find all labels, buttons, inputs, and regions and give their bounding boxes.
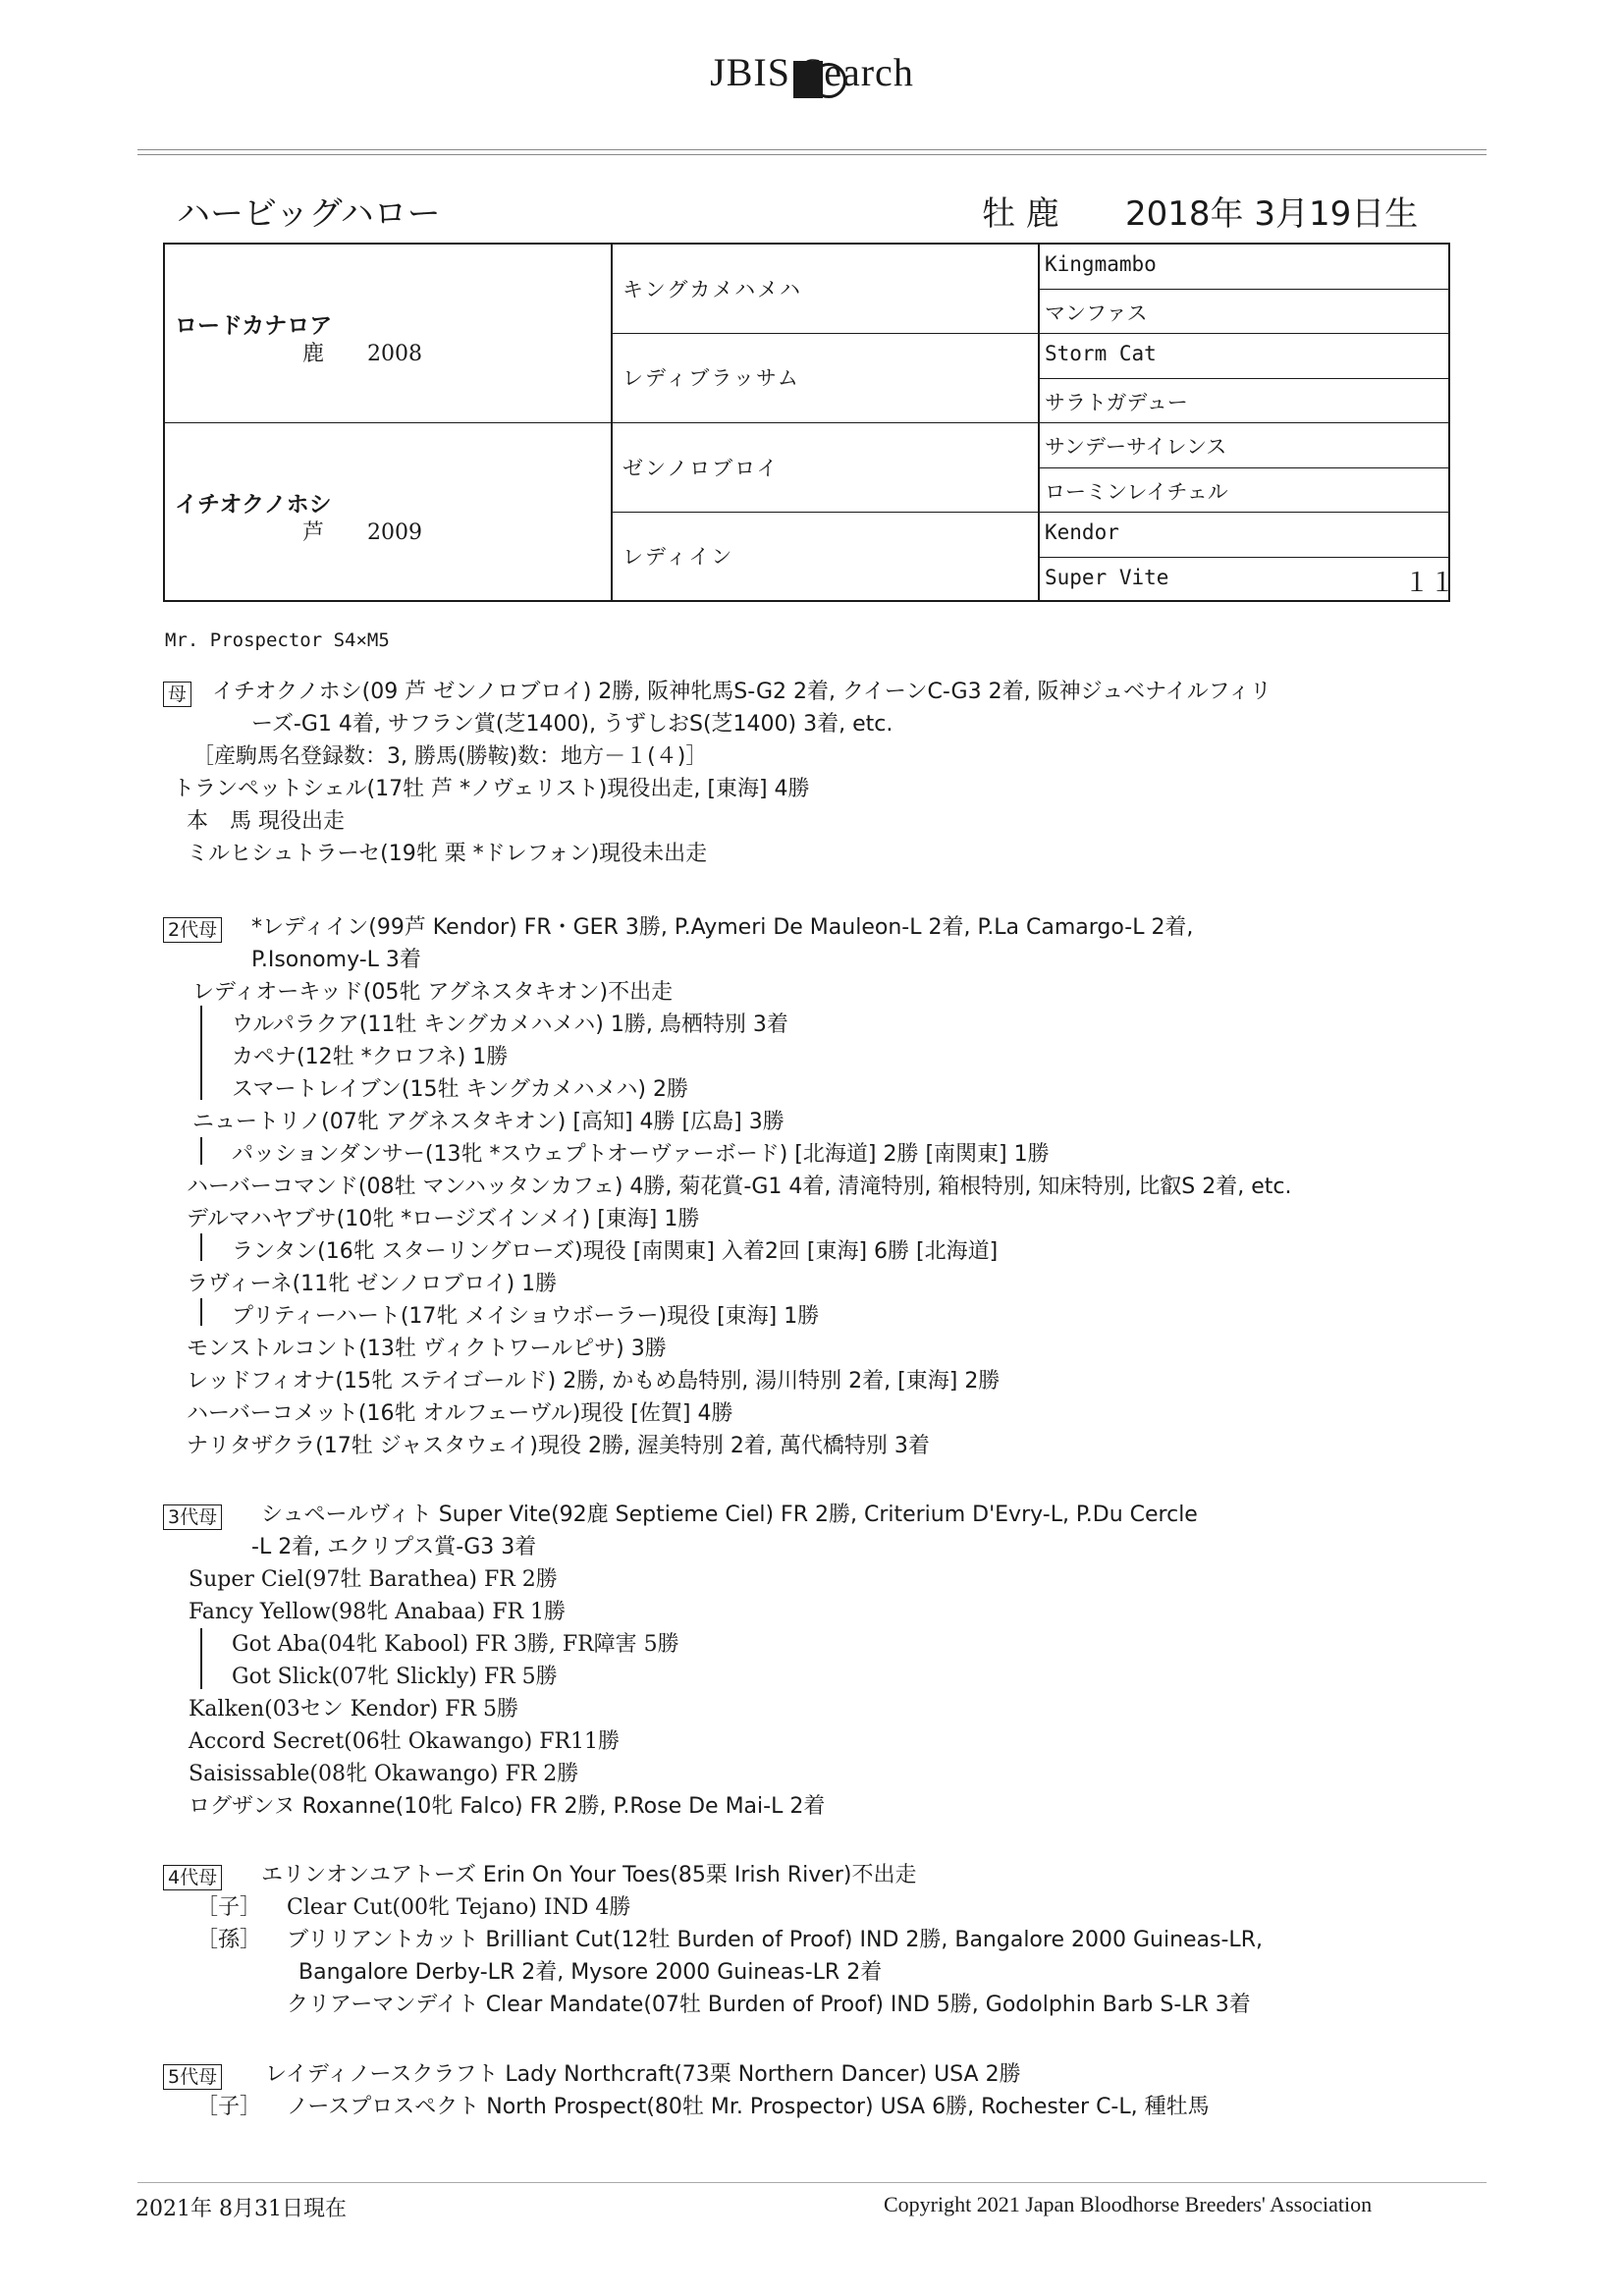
- pedigree-sire-info: 鹿 2008: [302, 342, 422, 366]
- pedigree-table: [163, 243, 1456, 602]
- horse-sex-color: 牡 鹿: [982, 194, 1059, 234]
- gen4-line-4: Bangalore Derby-LR 2着, Mysore 2000 Guineas-LR 2着: [298, 1960, 883, 1985]
- footer-copyright: Copyright 2021 Japan Bloodhorse Breeders' Association: [884, 2192, 1373, 2216]
- gen3-line-7: Kalken(03セン Kendor) FR 5勝: [189, 1697, 518, 1722]
- gen2-line-8: パッションダンサー(13牝 *スウェプトオーヴァーボード) [北海道] 2勝 [南関東] 1勝: [232, 1142, 1050, 1167]
- gen4-line-5: クリアーマンデイト Clear Mandate(07牡 Burden of Proof) IND 5勝, Godolphin Barb S-LR 3着: [287, 1993, 1251, 2017]
- gen3-line-8: Accord Secret(06牡 Okawango) FR11勝: [189, 1729, 621, 1754]
- gen5-label-child: ［子］: [196, 2095, 262, 2119]
- gen5-line-1: レイディノースクラフト Lady Northcraft(73栗 Northern Dancer) USA 2勝: [265, 2062, 1021, 2087]
- pedigree-ggen-2: マンファス: [1045, 301, 1148, 325]
- gen2-line-7: ニュートリノ(07牝 アグネスタキオン) [高知] 4勝 [広島] 3勝: [192, 1110, 785, 1134]
- dam-line-6: ミルヒシュトラーセ(19牝 栗 *ドレフォン)現役未出走: [187, 842, 708, 866]
- inbreeding-note: Mr. Prospector S4×M5: [165, 629, 390, 651]
- pedigree-ggen-7: Kendor: [1045, 520, 1119, 544]
- pedigree-dam: イチオクノホシ: [175, 492, 332, 518]
- section-tag-gen3: 3代母: [163, 1504, 222, 1530]
- pedigree-sire-dam: レディブラッサム: [623, 366, 800, 390]
- pedigree-ggen-3: Storm Cat: [1045, 342, 1157, 365]
- dam-line-3: ［産駒馬名登録数：3, 勝馬(勝鞍)数：地方－１(４)］: [192, 744, 708, 769]
- pedigree-ggen-8: Super Vite: [1045, 566, 1169, 589]
- gen4-line-1: エリンオンユアトーズ Erin On Your Toes(85栗 Irish River)不出走: [261, 1863, 917, 1887]
- pedigree-ggen-6: ローミンレイチェル: [1045, 480, 1228, 504]
- gen2-line-2: P.Isonomy-L 3着: [251, 948, 421, 972]
- pedigree-sire: ロードカナロア: [175, 313, 333, 339]
- gen3-line-1: シュペールヴィト Super Vite(92鹿 Septieme Ciel) FR 2勝, Criterium D'Evry-L, P.Du Cercle: [261, 1503, 1198, 1527]
- gen4-line-2: Clear Cut(00牝 Tejano) IND 4勝: [287, 1895, 631, 1920]
- dam-line-5: 本 馬 現役出走: [187, 809, 345, 834]
- pedigree-dam-sire: ゼンノロブロイ: [623, 457, 780, 480]
- footer-date: 2021年 8月31日現在: [135, 2197, 347, 2221]
- gen3-line-3: Super Ciel(97牡 Barathea) FR 2勝: [189, 1567, 558, 1592]
- gen3-line-10: ログザンヌ Roxanne(10牝 Falco) FR 2勝, P.Rose De Mai-L 2着: [189, 1794, 826, 1819]
- gen2-line-16: ハーバーコメット(16牝 オルフェーヴル)現役 [佐賀] 4勝: [187, 1401, 733, 1426]
- gen4-label-grandchild: ［孫］: [196, 1928, 262, 1952]
- section-tag-dam: 母: [163, 682, 191, 707]
- section-tag-gen5: 5代母: [163, 2064, 222, 2090]
- gen2-line-13: プリティーハート(17牝 メイショウボーラー)現役 [東海] 1勝: [232, 1304, 820, 1329]
- gen2-line-1: *レディイン(99芦 Kendor) FR・GER 3勝, P.Aymeri De Mauleon-L 2着, P.La Camargo-L 2着,: [251, 915, 1194, 940]
- pedigree-sire-sire: キングカメハメハ: [623, 278, 802, 301]
- section-tag-gen4: 4代母: [163, 1865, 222, 1890]
- gen3-line-5: Got Aba(04牝 Kabool) FR 3勝, FR障害 5勝: [232, 1632, 679, 1657]
- gen2-line-17: ナリタザクラ(17牡 ジャスタウェイ)現役 2勝, 渥美特別 2着, 萬代橋特別 3着: [187, 1434, 930, 1458]
- pedigree-dam-dam: レディイン: [623, 545, 734, 569]
- gen3-line-4: Fancy Yellow(98牝 Anabaa) FR 1勝: [189, 1600, 567, 1624]
- pedigree-ggen-1: Kingmambo: [1045, 252, 1157, 276]
- site-logo: JBIS Search: [710, 50, 914, 94]
- gen5-line-2: ノースプロスペクト North Prospect(80牡 Mr. Prospector) USA 6勝, Rochester C-L, 種牡馬: [287, 2095, 1210, 2119]
- section-tag-gen2: 2代母: [163, 917, 222, 943]
- horse-birthdate: 2018年 3月19日生: [1125, 194, 1419, 234]
- dam-line-1: イチオクノホシ(09 芦 ゼンノロブロイ) 2勝, 阪神牝馬S-G2 2着, クイーンC-G3 2着, 阪神ジュベナイルフィリ: [212, 680, 1272, 704]
- gen2-line-15: レッドフィオナ(15牝 ステイゴールド) 2勝, かもめ島特別, 湯川特別 2着, [東海] 2勝: [187, 1369, 1001, 1394]
- header-divider-secondary: [137, 154, 1487, 155]
- family-number: １１: [1404, 569, 1456, 598]
- gen2-line-3: レディオーキッド(05牝 アグネスタキオン)不出走: [192, 980, 674, 1005]
- gen2-line-11: ランタン(16牝 スターリングローズ)現役 [南関東] 入着2回 [東海] 6勝 [北海道]: [232, 1239, 999, 1264]
- dam-line-4: トランペットシェル(17牡 芦 *ノヴェリスト)現役出走, [東海] 4勝: [173, 777, 810, 801]
- gen2-line-12: ラヴィーネ(11牝 ゼンノロブロイ) 1勝: [187, 1272, 558, 1296]
- header-divider: [137, 149, 1487, 150]
- gen4-label-child: ［子］: [196, 1895, 262, 1920]
- gen2-line-4: ウルパラクア(11牡 キングカメハメハ) 1勝, 鳥栖特別 3着: [232, 1012, 788, 1037]
- pedigree-dam-info: 芦 2009: [302, 520, 422, 545]
- horse-name: ハービッグハロー: [177, 194, 441, 234]
- gen3-line-6: Got Slick(07牝 Slickly) FR 5勝: [232, 1665, 558, 1689]
- pedigree-ggen-5: サンデーサイレンス: [1045, 435, 1227, 459]
- pedigree-ggen-4: サラトガデュー: [1045, 391, 1188, 414]
- gen2-line-9: ハーバーコマンド(08牡 マンハッタンカフェ) 4勝, 菊花賞-G1 4着, 清滝特別, 箱根特別, 知床特別, 比叡S 2着, etc.: [187, 1175, 1292, 1199]
- gen2-line-14: モンストルコント(13牡 ヴィクトワールピサ) 3勝: [187, 1337, 667, 1361]
- dam-line-2: ーズ-G1 4着, サフラン賞(芝1400), うずしおS(芝1400) 3着, etc.: [251, 712, 893, 737]
- gen3-line-2: -L 2着, エクリプス賞-G3 3着: [251, 1535, 537, 1559]
- footer-divider: [137, 2182, 1487, 2183]
- gen2-line-5: カペナ(12牡 *クロフネ) 1勝: [232, 1045, 509, 1069]
- gen3-line-9: Saisissable(08牝 Okawango) FR 2勝: [189, 1762, 579, 1786]
- gen2-line-6: スマートレイブン(15牡 キングカメハメハ) 2勝: [232, 1077, 688, 1102]
- gen2-line-10: デルマハヤブサ(10牝 *ロージズインメイ) [東海] 1勝: [187, 1207, 700, 1231]
- gen4-line-3: ブリリアントカット Brilliant Cut(12牡 Burden of Proof) IND 2勝, Bangalore 2000 Guineas-LR,: [287, 1928, 1263, 1952]
